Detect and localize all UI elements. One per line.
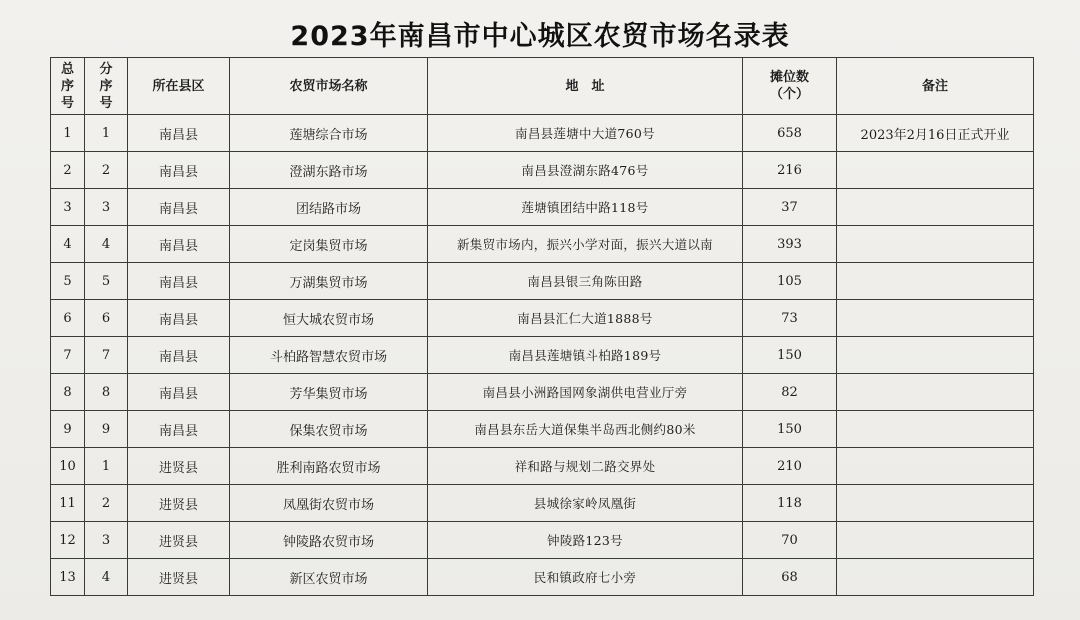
cell-county: 进贤县 (128, 448, 230, 485)
cell-sub-number: 2 (85, 152, 128, 189)
cell-market-name: 莲塘综合市场 (230, 115, 428, 152)
cell-county: 进贤县 (128, 559, 230, 596)
cell-address: 新集贸市场内，振兴小学对面，振兴大道以南 (428, 226, 743, 263)
cell-market-name: 凤凰街农贸市场 (230, 485, 428, 522)
cell-address: 县城徐家岭凤凰街 (428, 485, 743, 522)
cell-county: 进贤县 (128, 522, 230, 559)
table-row (51, 189, 1034, 226)
header-county: 所在县区 (128, 58, 230, 115)
cell-address: 民和镇政府七小旁 (428, 559, 743, 596)
cell-market-name: 万湖集贸市场 (230, 263, 428, 300)
cell-market-name: 恒大城农贸市场 (230, 300, 428, 337)
cell-sub-number: 4 (85, 226, 128, 263)
cell-remark (837, 337, 1034, 374)
cell-total-number: 4 (51, 226, 85, 263)
cell-sub-number: 1 (85, 115, 128, 152)
table-row (51, 522, 1034, 559)
cell-county: 南昌县 (128, 189, 230, 226)
cell-total-number: 2 (51, 152, 85, 189)
cell-sub-number: 1 (85, 448, 128, 485)
table-row (51, 152, 1034, 189)
cell-remark (837, 152, 1034, 189)
cell-remark (837, 374, 1034, 411)
cell-county: 南昌县 (128, 337, 230, 374)
cell-address: 南昌县汇仁大道1888号 (428, 300, 743, 337)
cell-address: 南昌县莲塘镇斗柏路189号 (428, 337, 743, 374)
cell-remark (837, 226, 1034, 263)
cell-stalls: 118 (743, 485, 837, 522)
cell-total-number: 1 (51, 115, 85, 152)
cell-address: 莲塘镇团结中路118号 (428, 189, 743, 226)
cell-county: 南昌县 (128, 300, 230, 337)
cell-remark: 2023年2月16日正式开业 (837, 115, 1034, 152)
cell-stalls: 216 (743, 152, 837, 189)
cell-total-number: 10 (51, 448, 85, 485)
cell-stalls: 37 (743, 189, 837, 226)
cell-address: 南昌县澄湖东路476号 (428, 152, 743, 189)
cell-stalls: 68 (743, 559, 837, 596)
cell-county: 南昌县 (128, 374, 230, 411)
cell-county: 南昌县 (128, 152, 230, 189)
header-stalls: 摊位数 （个） (743, 58, 837, 115)
cell-remark (837, 300, 1034, 337)
cell-market-name: 钟陵路农贸市场 (230, 522, 428, 559)
market-directory-table (50, 57, 1034, 596)
cell-stalls: 82 (743, 374, 837, 411)
cell-county: 进贤县 (128, 485, 230, 522)
cell-sub-number: 8 (85, 374, 128, 411)
cell-remark (837, 411, 1034, 448)
header-address: 地 址 (428, 58, 743, 115)
cell-market-name: 澄湖东路市场 (230, 152, 428, 189)
cell-remark (837, 189, 1034, 226)
cell-sub-number: 4 (85, 559, 128, 596)
table-row (51, 485, 1034, 522)
cell-total-number: 12 (51, 522, 85, 559)
cell-stalls: 70 (743, 522, 837, 559)
cell-sub-number: 3 (85, 189, 128, 226)
table-row (51, 300, 1034, 337)
cell-address: 南昌县银三角陈田路 (428, 263, 743, 300)
cell-stalls: 658 (743, 115, 837, 152)
cell-market-name: 定岗集贸市场 (230, 226, 428, 263)
cell-county: 南昌县 (128, 226, 230, 263)
header-remarks: 备注 (837, 58, 1034, 115)
cell-total-number: 6 (51, 300, 85, 337)
cell-address: 祥和路与规划二路交界处 (428, 448, 743, 485)
cell-market-name: 保集农贸市场 (230, 411, 428, 448)
cell-market-name: 胜利南路农贸市场 (230, 448, 428, 485)
page-title: 2023年南昌市中心城区农贸市场名录表 (290, 21, 790, 52)
cell-remark (837, 263, 1034, 300)
cell-market-name: 新区农贸市场 (230, 559, 428, 596)
cell-sub-number: 5 (85, 263, 128, 300)
cell-county: 南昌县 (128, 115, 230, 152)
cell-stalls: 393 (743, 226, 837, 263)
table-row (51, 226, 1034, 263)
cell-remark (837, 485, 1034, 522)
cell-market-name: 斗柏路智慧农贸市场 (230, 337, 428, 374)
cell-sub-number: 6 (85, 300, 128, 337)
cell-stalls: 210 (743, 448, 837, 485)
cell-total-number: 11 (51, 485, 85, 522)
cell-stalls: 150 (743, 337, 837, 374)
cell-market-name: 团结路市场 (230, 189, 428, 226)
cell-total-number: 7 (51, 337, 85, 374)
cell-total-number: 5 (51, 263, 85, 300)
cell-total-number: 9 (51, 411, 85, 448)
cell-remark (837, 448, 1034, 485)
table-row (51, 263, 1034, 300)
table-header-row (51, 58, 1034, 115)
cell-address: 钟陵路123号 (428, 522, 743, 559)
cell-address: 南昌县东岳大道保集半岛西北侧约80米 (428, 411, 743, 448)
cell-total-number: 3 (51, 189, 85, 226)
table-row (51, 559, 1034, 596)
cell-county: 南昌县 (128, 263, 230, 300)
cell-address: 南昌县小洲路国网象湖供电营业厅旁 (428, 374, 743, 411)
cell-address: 南昌县莲塘中大道760号 (428, 115, 743, 152)
cell-stalls: 105 (743, 263, 837, 300)
table-row (51, 374, 1034, 411)
table-row (51, 448, 1034, 485)
cell-stalls: 150 (743, 411, 837, 448)
header-total-number: 总 序 号 (51, 58, 85, 115)
cell-sub-number: 7 (85, 337, 128, 374)
cell-sub-number: 3 (85, 522, 128, 559)
cell-sub-number: 2 (85, 485, 128, 522)
cell-market-name: 芳华集贸市场 (230, 374, 428, 411)
cell-stalls: 73 (743, 300, 837, 337)
table-row (51, 115, 1034, 152)
cell-total-number: 13 (51, 559, 85, 596)
cell-total-number: 8 (51, 374, 85, 411)
cell-remark (837, 559, 1034, 596)
header-market-name: 农贸市场名称 (230, 58, 428, 115)
cell-county: 南昌县 (128, 411, 230, 448)
table-row (51, 411, 1034, 448)
cell-remark (837, 522, 1034, 559)
header-sub-number: 分 序 号 (85, 58, 128, 115)
cell-sub-number: 9 (85, 411, 128, 448)
table-row (51, 337, 1034, 374)
